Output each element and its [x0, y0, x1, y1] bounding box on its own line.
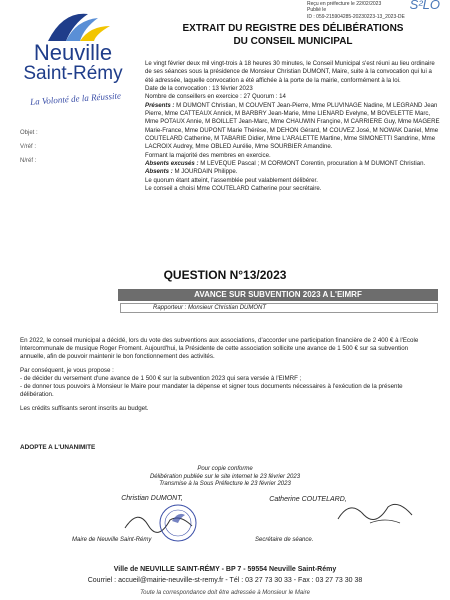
logo-name-line1: Neuville	[33, 40, 113, 65]
footer-contact: Courriel : accueil@mairie-neuville-st-remy.fr - Tél : 03 27 73 30 33 - Fax : 03 27 73 30 38	[87, 577, 363, 584]
rapporteur: Rapporteur : Monsieur Christian DUMONT	[120, 303, 438, 313]
margin-labels	[20, 126, 38, 168]
quorum-text: Le quorum étant atteint, l'assemblée peut valablement délibérer.	[145, 176, 318, 184]
secretary-signature-icon	[330, 493, 420, 533]
stamp-line-published: Publié le	[307, 7, 327, 14]
copie-line-2: Délibération publiée sur le site internet le 23 février 2023	[149, 473, 301, 480]
majority-text: Formant la majorité des membres en exercice.	[145, 151, 271, 159]
register-title-line2: DU CONSEIL MUNICIPAL	[233, 36, 353, 47]
credits-text: Les crédits suffisants seront inscrits au budget.	[20, 405, 149, 412]
signer-right-name: Catherine COUTELARD,	[269, 496, 347, 503]
margin-label-objet: Objet :	[20, 130, 38, 136]
stamp-logo: S²LO	[409, 0, 440, 12]
absents-label: Absents :	[145, 168, 173, 176]
session-details	[145, 60, 440, 194]
absents-list: M JOURDAIN Philippe.	[174, 168, 238, 176]
logo-name-line2: Saint-Rémy	[23, 63, 123, 84]
signer-left-name: Christian DUMONT,	[121, 495, 183, 502]
stamp-line-id: ID : 059-215904285-20230223-13_2023-DE	[307, 13, 405, 20]
propose-intro: Par conséquent, je vous propose :	[20, 367, 114, 374]
register-title-line1: EXTRAIT DU REGISTRE DES DÉLIBÉRATIONS	[182, 23, 404, 34]
copie-line-3: Transmise à la Sous Préfecture le 23 février 2023	[159, 481, 291, 487]
excuses-label: Absents excusés :	[145, 160, 199, 168]
margin-label-vref: V/réf :	[20, 144, 37, 150]
subject-banner: AVANCE SUR SUBVENTION 2023 A L'EIMRF	[118, 289, 438, 301]
absents-paragraph	[145, 168, 440, 176]
logo-slogan: La Volonté de la Réussite	[29, 90, 122, 107]
stamp-line-received: Reçu en préfecture le 22/02/2023	[307, 1, 382, 7]
propose-item-2: - de donner tous pouvoirs à Monsieur le Maire pour mandater la dépense et signer tous documents nécessaires à l'exécution de la présente délibération.	[20, 383, 403, 398]
intro-paragraph: Le vingt février deux mil vingt-trois à 18 heures 30 minutes, le Conseil Municipal s'est réuni au lieu ordinaire de ses séances sous la présidence de Monsieur Christian DUMONT, Maire, suite à la convocation qui lui a été adressée, laquelle convocation a été affichée à la porte de la mairie, conformément à la loi.	[145, 60, 435, 84]
excuses-list: M LEVEQUE Pascal ; M CORMONT Corentin, procuration à M DUMONT Christian.	[200, 160, 426, 168]
copie-line-1: Pour copie conforme	[197, 466, 253, 472]
signer-left-role: Maire de Neuville Saint-Rémy	[72, 537, 152, 543]
excuses-paragraph	[145, 160, 440, 168]
presents-list: M DUMONT Christian, M COUVENT Jean-Pierre, Mme PLUVINAGE Nadine, M LEGRAND Jean Pierre, Mme CATTEAUX Annick, M BARBRY Jean-Marie, Mme LIENARD Evelyne, M BOVELETTE Marc, Mme POTAUX Annie, M BOILLET Jean-Marc, Mme CHAUWIN Françine, M CARRIERE Guy, Mme MAGERE Marie-France, Mme DUPONT Marie Thérèse, M DEHON Gérard, M COUVEZ José, M NOWAK Daniel, Mme COUTELARD Catherine, M TABARIE Didier, Mme L'ARALETTE Martine, Mme SIMONETTI Sandrine, Mme LACROIX Audrey, Mme OBLED Aurélie, Mme SOURBIER Amandine.	[145, 101, 440, 151]
town-seal-icon	[158, 503, 198, 543]
footer-address: Ville de NEUVILLE SAINT-RÉMY - BP 7 - 59554 Neuville Saint-Rémy	[113, 566, 337, 573]
presents-label: Présents :	[145, 101, 175, 109]
members-count: Nombre de conseillers en exercice : 27 Quorum : 14	[145, 93, 286, 101]
register-title	[143, 22, 443, 48]
margin-label-nref: N/réf :	[20, 158, 37, 164]
presents-paragraph	[145, 102, 440, 152]
adoption-result: ADOPTE A L'UNANIMITE	[20, 444, 96, 451]
certified-copy-block	[0, 466, 450, 489]
signer-right-role: Secrétaire de séance.	[255, 537, 314, 543]
main-paragraph: En 2022, le conseil municipal a décidé, lors du vote des subventions aux associations, d'accorder une participation financière de 2 400 € à l'Ecole Intercommunale de musique Roger Froment. Aujourd'hui, la Présidente de cette association sollicite une avance de 1 500 € sur sa subvention annuelle, afin de pouvoir maintenir le bon fonctionnement des activités.	[20, 337, 419, 360]
propose-item-1: - de décider du versement d'une avance de 1 500 € sur la subvention 2023 qui sera versée à l'EIMRF ;	[20, 375, 302, 382]
deliberation-text	[20, 337, 430, 419]
footer-note: Toute la correspondance doit être adressée à Monsieur le Maire	[140, 590, 310, 596]
question-title: QUESTION N°13/2023	[163, 268, 287, 282]
convocation-date: Date de la convocation : 13 février 2023	[145, 85, 253, 93]
secretary-text: Le conseil a choisi Mme COUTELARD Catherine pour secrétaire.	[145, 185, 322, 193]
